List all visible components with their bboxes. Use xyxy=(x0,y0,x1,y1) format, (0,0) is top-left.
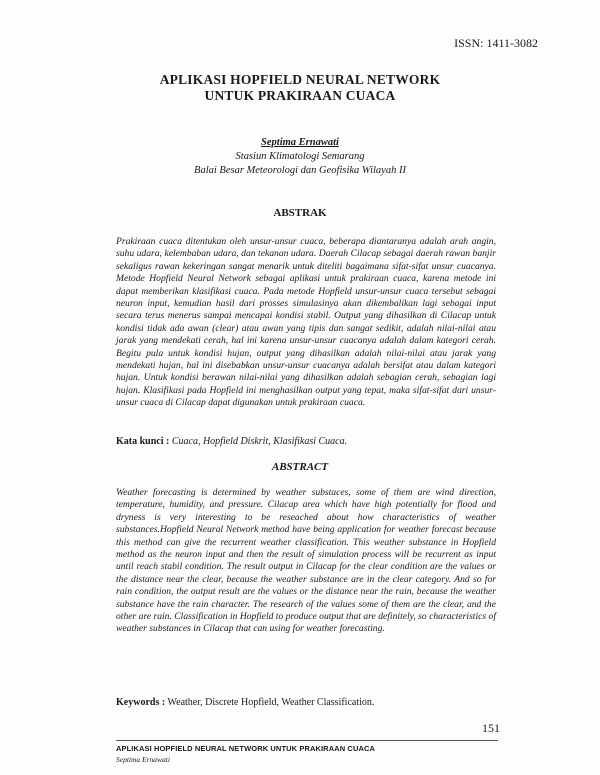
author-block xyxy=(0,136,600,178)
footer-divider xyxy=(116,740,498,741)
abstrak-heading: ABSTRAK xyxy=(273,207,327,219)
abstrak-text: Prakiraan cuaca ditentukan oleh unsur-unsur cuaca, beberapa diantaranya adalah arah angin, suhu udara, kelembaban udara, dan tekanan udara. Daerah Cilacap sebagai daerah rawan banjir sekaligus rawan kekeringan sangat menarik untuk diteliti bagaimana sifat-sifat unsur cuacanya. Metode Hopfield Neural Network sebagai aplikasi untuk prakiraan cuaca, karena metode ini dapat memberikan klasifikasi cuaca. Pada metode Hopfield unsur-unsur cuaca tersebut sebagai neuron input, kemudian hasil dari prosses simulasinya akan dikembalikan lagi sebagai input secara terus menerus sampai mencapai kondisi stabil. Output yang dihasilkan di Cilacap untuk kondisi tidak ada awan (clear) atau awan yang tipis dan sangat sedikit, adalah nilai-nilai atau jarak yang mendekati cerah, hal ini karena unsur-unsur cuacanya adalah dalam kategori cerah. Begitu pula untuk kondisi hujan, output yang dihasilkan adalah nilai-nilai atau jarak yang mendekati hujan, hal ini disebabkan unsur-unsur cuacanya adalah bersifat atau dalam kategori hujan. Untuk kondisi berawan nilai-nilai yang dihasilkan adalah sebagian cerah, sebagian lagi hujan. Klasifikasi pada Hopfield ini menghasilkan output yang tepat, maka sifat-sifat dari unsur-unsur cuaca di Cilacap dapat digunakan untuk prakiraan cuaca. xyxy=(116,236,496,409)
author-name: Septima Ernawati xyxy=(261,137,339,148)
title-line-2: UNTUK PRAKIRAAN CUACA xyxy=(204,88,396,103)
title-line-1: APLIKASI HOPFIELD NEURAL NETWORK xyxy=(159,72,441,87)
author-affiliation-1: Stasiun Klimatologi Semarang xyxy=(235,151,365,162)
paper-title xyxy=(0,72,600,104)
footer-running-title: APLIKASI HOPFIELD NEURAL NETWORK UNTUK PRAKIRAAN CUACA xyxy=(116,744,376,753)
abstract-heading: ABSTRACT xyxy=(271,461,329,473)
abstract-text: Weather forecasting is determined by weather substaces, some of them are wind direction, temperature, humidity, and pressure. Cilacap area which have high potentially for flood and dryness is very interesting to be reseached about how characteristics of weather substances.Hopfield Neural Network method have being application for weather forecast because this method can give the recurrent weather classification. This weather substance in Hopfield method as the neuron input and then the result of simulation process will be recurrent as input until reach stabil condition. The result output in Cilacap for the clear condition are the values or the distance near the clear, because the weather substance are in the clear category. And so for rain condition, the output result are the values or the distance near the rain, because the weather substance have the rain character. The research of the values some of them are the clear, and the other are rain. Classification in Hopfield to produce output that are definitely, so characteristics of weather substances in Cilacap that can using for weather forecasting. xyxy=(116,487,496,635)
keywords-label: Keywords : xyxy=(116,697,166,708)
kata-kunci-value: Cuaca, Hopfield Diskrit, Klasifikasi Cuaca. xyxy=(171,436,348,447)
keywords xyxy=(116,696,496,709)
kata-kunci xyxy=(116,435,496,448)
author-affiliation-2: Balai Besar Meteorologi dan Geofisika Wilayah II xyxy=(194,165,406,176)
footer-running-author: Septima Ernawati xyxy=(116,755,170,764)
page-number: 151 xyxy=(482,721,500,735)
issn-label: ISSN: 1411-3082 xyxy=(454,36,538,50)
keywords-value: Weather, Discrete Hopfield, Weather Classification. xyxy=(167,697,375,708)
kata-kunci-label: Kata kunci : xyxy=(116,436,170,447)
